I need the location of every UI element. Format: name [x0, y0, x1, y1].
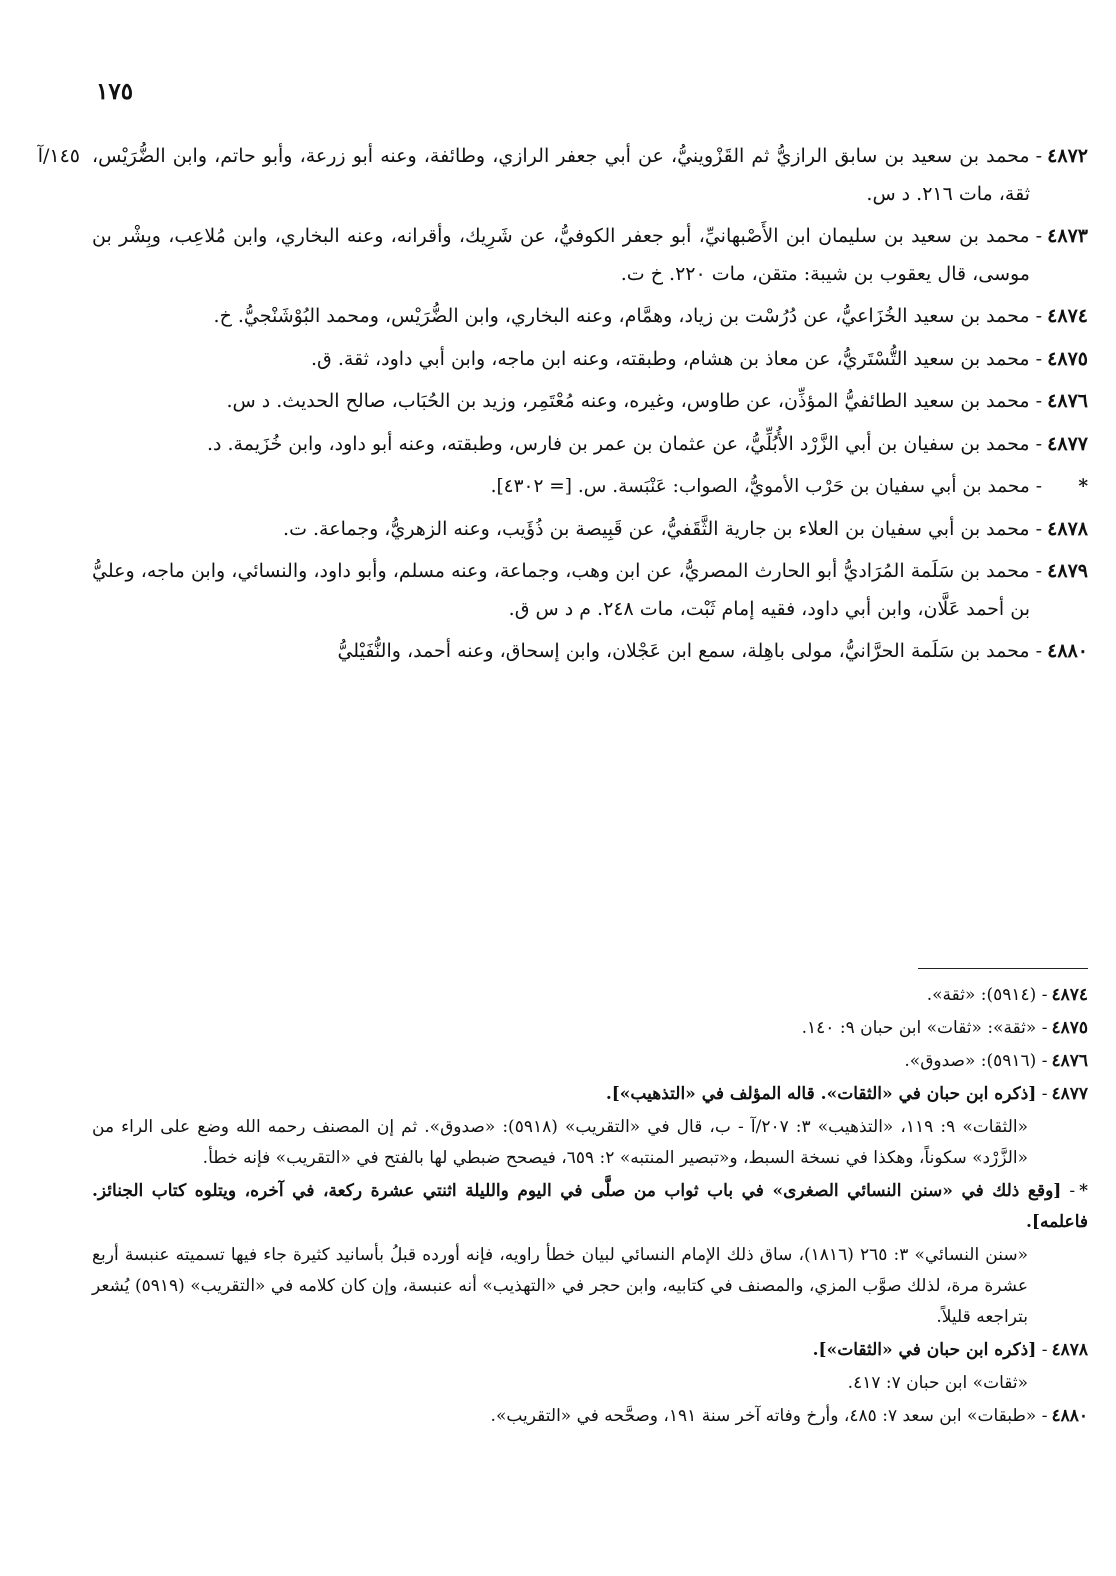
entry-4876	[92, 383, 1088, 421]
footnote-4878-comment	[92, 1368, 1088, 1399]
entry-dash: -	[1035, 476, 1042, 497]
footnote-text: (٥٩١٦): «صدوق».	[904, 1051, 1037, 1071]
entry-4878	[92, 511, 1088, 549]
footnote-4874	[92, 980, 1088, 1011]
entry-dash: -	[1035, 347, 1042, 370]
footnote-text: «الثقات» ٩: ١١٩، «التذهيب» ٣: ٢٠٧/آ - ب، قال في «التقريب» (٥٩١٨): «صدوق». ثم إن المصنف رحمه الله وضع على الراء من «الزَّرْد» سكوناً، وهكذا في نسخة السبط، و«تبصير المنتبه» ٢: ٦٥٩، فيصحح ضبطي لها بالفتح في «التقريب» فإنه خطأ.	[92, 1117, 1028, 1168]
footnote-star	[92, 1176, 1088, 1238]
entry-number: ٤٨٧٢	[1047, 145, 1088, 167]
footnote-4877-comment	[92, 1112, 1088, 1174]
entry-dash: -	[1035, 305, 1042, 327]
entry-4875	[92, 341, 1088, 379]
footnote-star-comment	[92, 1240, 1088, 1333]
entry-text: محمد بن أبي سفيان بن العلاء بن جارية الثَّقَفيُّ، عن قَبِيصة بن ذُؤَيب، وعنه الزهريُّ، وجماعة. ت.	[283, 517, 1030, 540]
footnote-number: ٤٨٧٥	[1051, 1018, 1088, 1038]
entry-number: ٤٨٧٤	[1047, 305, 1088, 327]
entry-text: محمد بن سعيد بن سابق الرازيُّ ثم القَزْوينيُّ، عن أبي جعفر الرازي، وطائفة، وعنه أبو زرعة، وأبو حاتم، وابن الضُّرَيْس، ثقة، مات ٢١٦. د س.	[92, 145, 1030, 205]
footnote-text: «سنن النسائي» ٣: ٢٦٥ (١٨١٦)، ساق ذلك الإمام النسائي لبيان خطأ راويه، فإنه أورده قبلُ بأسانيد كثيرة جاء فيها تسميته عنبسة أربع عشرة مرة، لذلك صوَّب المزي، والمصنف في كتابيه، وابن حجر في «التهذيب» أنه عنبسة، وإن كان كلامه في «التقريب» (٥٩١٩) يُشعر بتراجعه قليلاً.	[92, 1245, 1029, 1327]
main-text	[37, 138, 1088, 676]
entry-dash: -	[1035, 560, 1042, 582]
entry-dash: -	[1035, 517, 1042, 540]
entry-text: محمد بن سَلَمة الحرَّانيُّ، مولى باهِلة، سمع ابن عَجْلان، وابن إسحاق، وعنه أحمد، والنُّفَيْليُّ	[337, 640, 1030, 662]
entry-text: محمد بن سعيد بن سليمان ابن الأَصْبهانيِّ، أبو جعفر الكوفيُّ، عن شَرِيك، وأقرانه، وعنه البخاري، وابن مُلاعِب، وبِشْر بن موسى، قال يعقوب بن شيبة: متقن، مات ٢٢٠. خ ت.	[92, 225, 1030, 285]
footnote-4877	[92, 1079, 1088, 1110]
entry-number: ٤٨٧٦	[1047, 390, 1088, 412]
entry-text: محمد بن سعيد الخُزَاعيُّ، عن دُرُسْت بن زياد، وهمَّام، وعنه البخاري، وابن الضُّرَيْس، ومحمد البُوْشَنْجيُّ. خ.	[213, 305, 1030, 327]
entry-text: محمد بن أبي سفيان بن حَرْب الأمويُّ، الصواب: عَنْبَسة. س. [= ٤٣٠٢].	[490, 476, 1030, 497]
entry-dash: -	[1035, 640, 1042, 662]
entry-number: ٤٨٧٥	[1047, 347, 1088, 370]
entry-text: محمد بن سفيان بن أبي الزَّرْد الأُبُلِّيُّ، عن عثمان بن عمر بن فارس، وطبقته، وعنه أبو داود، وابن خُزَيمة. د.	[206, 432, 1030, 455]
entry-text: محمد بن سعيد التُّسْتَريُّ، عن معاذ بن هشام، وطبقته، وعنه ابن ماجه، وابن أبي داود، ثقة. ق.	[311, 347, 1030, 370]
footnote-separator	[918, 968, 1088, 969]
footnote-text: [وقع ذلك في «سنن النسائي الصغرى» في باب ثواب من صلَّى في اليوم والليلة اثنتي عشرة ركعة، في آخره، ويتلوه كتاب الجنائز. فاعلمه].	[92, 1181, 1088, 1232]
footnote-text: (٥٩١٤): «ثقة».	[926, 985, 1037, 1005]
entry-text: محمد بن سَلَمة المُرَاديُّ أبو الحارث المصريُّ، عن ابن وهب، وجماعة، وعنه مسلم، وأبو داود، والنسائي، وابن ماجه، وعليُّ بن أحمد عَلَّان، وابن أبي داود، فقيه إمام ثَبْت، مات ٢٤٨. م د س ق.	[92, 560, 1030, 620]
footnote-text: «ثقات» ابن حبان ٧: ٤١٧.	[847, 1373, 1028, 1393]
entry-number: ٤٨٧٣	[1047, 225, 1088, 247]
footnote-text: «ثقة»: «ثقات» ابن حبان ٩: ١٤٠.	[801, 1018, 1037, 1038]
footnote-number: ٤٨٧٨	[1051, 1340, 1088, 1360]
entry-4880	[92, 633, 1088, 671]
entry-dash: -	[1035, 390, 1042, 412]
footnote-text: «طبقات» ابن سعد ٧: ٤٨٥، وأرخ وفاته آخر سنة ١٩١، وصحَّحه في «التقريب».	[490, 1406, 1037, 1426]
entry-dash: -	[1035, 432, 1042, 455]
entry-dash: -	[1035, 145, 1042, 167]
footnote-dash: -	[1036, 985, 1048, 1005]
footnote-star-marker: *	[1079, 1181, 1089, 1201]
entry-number: ٤٨٧٧	[1047, 432, 1088, 455]
entry-star	[92, 468, 1088, 506]
footnote-dash: -	[1061, 1181, 1076, 1201]
entry-dash: -	[1035, 225, 1042, 247]
entry-4877	[92, 426, 1088, 464]
footnote-text: [ذكره ابن حبان في «الثقات». قاله المؤلف في «التذهيب»].	[605, 1084, 1037, 1104]
footnote-4880	[92, 1401, 1088, 1432]
entry-4874	[92, 298, 1088, 336]
footnote-4878	[92, 1335, 1088, 1366]
entry-4873	[92, 218, 1088, 293]
footnote-number: ٤٨٧٧	[1051, 1084, 1088, 1104]
footnote-text: [ذكره ابن حبان في «الثقات»].	[812, 1340, 1037, 1360]
footnote-dash: -	[1036, 1340, 1048, 1360]
entry-4879	[92, 553, 1088, 628]
footnote-dash: -	[1036, 1018, 1048, 1038]
footnote-number: ٤٨٧٦	[1051, 1051, 1088, 1071]
entry-star-marker: *	[1078, 476, 1088, 497]
footnote-dash: -	[1036, 1051, 1048, 1071]
entry-text: محمد بن سعيد الطائفيُّ المؤذِّن، عن طاوس، وغيره، وعنه مُعْتَمِر، وزيد بن الحُبَاب، صالح الحديث. د س.	[226, 390, 1030, 412]
entry-number: ٤٨٧٨	[1047, 517, 1088, 540]
footnote-4875	[92, 1013, 1088, 1044]
page-number: ١٧٥	[96, 78, 134, 105]
footnote-dash: -	[1036, 1406, 1048, 1426]
footnotes	[92, 980, 1088, 1434]
footnote-number: ٤٨٧٤	[1051, 985, 1088, 1005]
footnote-dash: -	[1036, 1084, 1048, 1104]
entry-number: ٤٨٨٠	[1047, 640, 1088, 662]
footnote-4876	[92, 1046, 1088, 1077]
footnote-number: ٤٨٨٠	[1051, 1406, 1088, 1426]
entry-4872: ٤٨٧٢-محمد بن سعيد بن سابق الرازيُّ ثم القَزْوينيُّ، عن أبي جعفر الرازي، وطائفة، وعنه أبو زرعة، وأبو حاتم، وابن الضُّرَيْس، ثقة، مات ٢١٦. د س. ١٤٥/آ	[92, 138, 1088, 213]
entry-number: ٤٨٧٩	[1047, 560, 1088, 582]
